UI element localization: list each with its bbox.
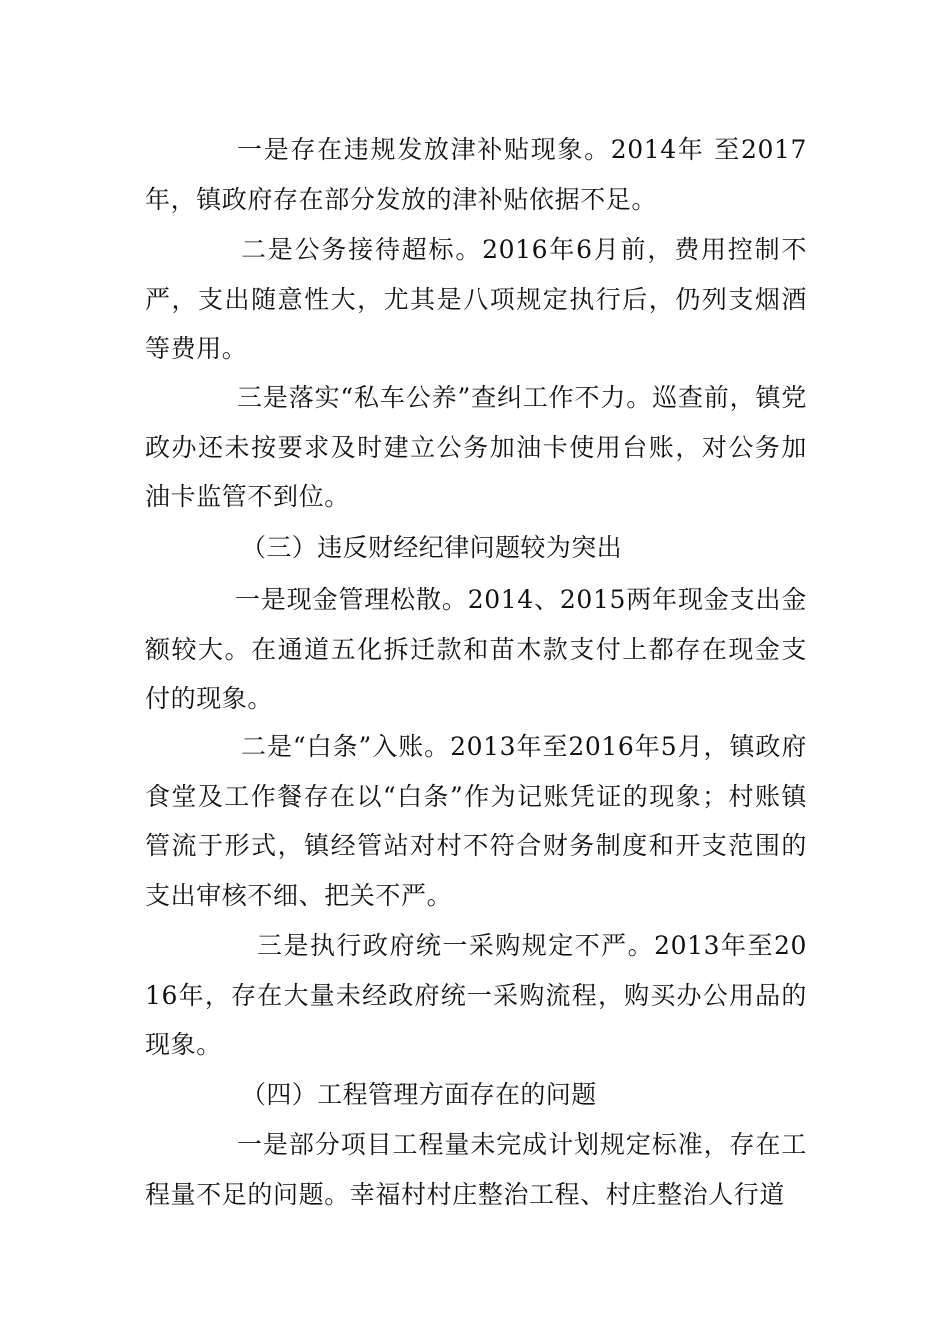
- paragraph-white-slip-accounting: 二是“白条”入账。2013年至2016年5月，镇政府食堂及工作餐存在以“白条”作为记账凭证的现象；村账镇管流于形式，镇经管站对村不符合财务制度和开支范围的支出审核不细、把关不严。: [145, 732, 807, 910]
- paragraph-cash-management: 一是现金管理松散。2014、2015两年现金支出金额较大。在通道五化拆迁款和苗木款支付上都存在现金支付的现象。: [145, 585, 807, 713]
- paragraph-reception-overspending: 二是公务接待超标。2016年6月前，费用控制不严，支出随意性大，尤其是八项规定执行后，仍列支烟酒等费用。: [145, 235, 807, 363]
- section-heading-financial-discipline: （三）违反财经纪律问题较为突出: [241, 533, 623, 562]
- paragraph-irregular-allowances: 一是存在违规发放津补贴现象。2014年 至2017年，镇政府存在部分发放的津补贴依据不足。: [145, 135, 807, 214]
- paragraph-government-procurement: 三是执行政府统一采购规定不严。2013年至2016年，存在大量未经政府统一采购流程，购买办公用品的现象。: [145, 931, 807, 1059]
- paragraph-private-car-maintenance: 三是落实“私车公养”查纠工作不力。巡查前，镇党政办还未按要求及时建立公务加油卡使用台账，对公务加油卡监管不到位。: [145, 383, 807, 511]
- paragraph-insufficient-workload: 一是部分项目工程量未完成计划规定标准，存在工程量不足的问题。幸福村村庄整治工程、村庄整治人行道: [145, 1130, 807, 1209]
- section-heading-project-management: （四）工程管理方面存在的问题: [241, 1080, 597, 1109]
